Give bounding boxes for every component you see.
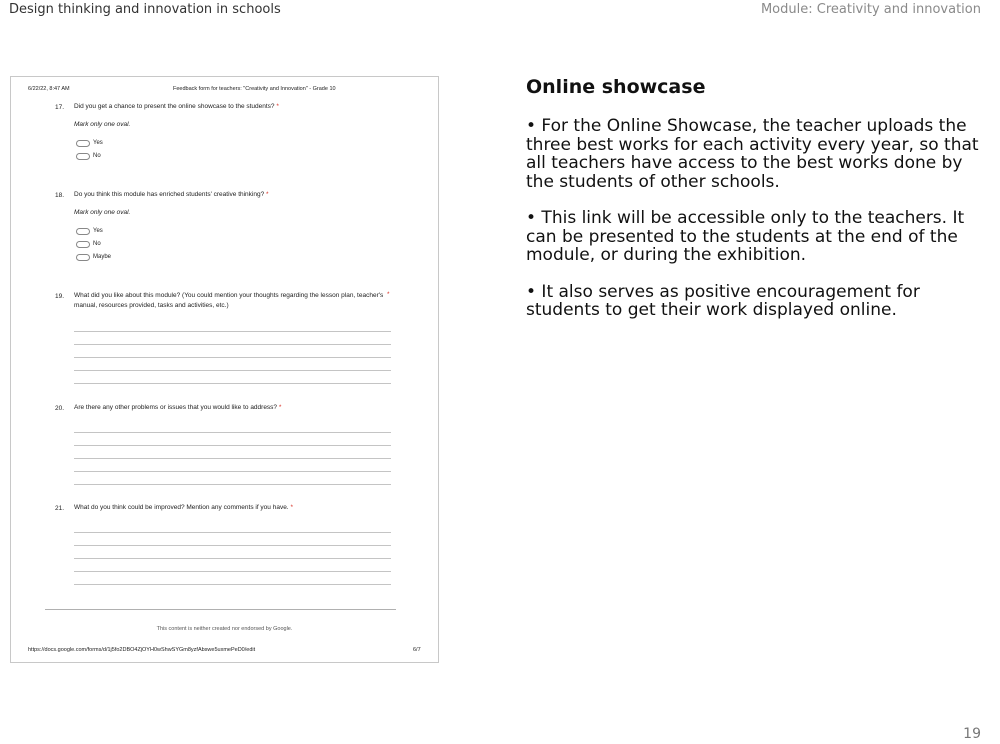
header-module-title: Module: Creativity and innovation	[760, 2, 981, 17]
form-title: Feedback form for teachers: "Creativity and Innovation" - Grade 10	[173, 86, 336, 92]
answer-line[interactable]	[74, 370, 391, 371]
form-divider	[45, 609, 396, 610]
question-18-text: Do you think this module has enriched students' creative thinking?	[74, 191, 265, 198]
page-number: 19	[963, 726, 981, 742]
option-yes[interactable]	[76, 227, 103, 235]
question-text	[74, 403, 392, 413]
question-number: 21.	[55, 505, 65, 512]
answer-line[interactable]	[74, 545, 391, 546]
required-mark: *	[290, 504, 293, 511]
answer-line[interactable]	[74, 357, 391, 358]
answer-line[interactable]	[74, 558, 391, 559]
question-17-text: Did you get a chance to present the online showcase to the students?	[74, 103, 275, 110]
required-mark: *	[387, 291, 390, 298]
slide-title: Online showcase	[526, 76, 706, 98]
question-text	[74, 102, 392, 112]
question-hint: Mark only one oval.	[74, 209, 131, 216]
answer-line[interactable]	[74, 532, 391, 533]
answer-line[interactable]	[74, 331, 391, 332]
radio-oval[interactable]	[76, 153, 90, 160]
form-url[interactable]: https://docs.google.com/forms/d/1j5fo2DBO4ZjOYH0wShwSYGm8yzfAbswe5uxmePeD0/edit	[28, 647, 256, 653]
question-21-text: What do you think could be improved? Mention any comments if you have.	[74, 504, 289, 511]
required-mark: *	[276, 103, 279, 110]
question-number: 17.	[55, 104, 65, 111]
question-20-text: Are there any other problems or issues that you would like to address?	[74, 404, 278, 411]
form-disclaimer: This content is neither created nor endorsed by Google.	[156, 626, 293, 632]
option-no[interactable]	[76, 152, 101, 160]
option-label: Yes	[93, 140, 103, 146]
form-page-count: 6/7	[413, 647, 421, 653]
answer-line[interactable]	[74, 571, 391, 572]
answer-line[interactable]	[74, 344, 391, 345]
feedback-form-page	[10, 76, 439, 663]
required-mark: *	[278, 404, 282, 411]
option-label: No	[93, 153, 101, 159]
answer-line[interactable]	[74, 484, 391, 485]
option-label: Maybe	[93, 254, 112, 260]
answer-line[interactable]	[74, 471, 391, 472]
required-mark: *	[266, 191, 269, 198]
form-print-date: 6/22/22, 8:47 AM	[28, 86, 70, 92]
answer-line[interactable]	[74, 432, 391, 433]
bullet-item: • This link will be accessible only to the teachers. It can be presented to the students at the end of the module, or during the exhibition.	[526, 208, 965, 265]
question-text: What did you like about this module? (You could mention your thoughts regarding the lesson plan, teacher's manual, resources provided, tasks and activities, etc.)	[74, 292, 384, 309]
answer-line[interactable]	[74, 584, 391, 585]
option-label: No	[93, 241, 101, 247]
bullet-list	[526, 117, 984, 338]
header-course-title: Design thinking and innovation in schools	[9, 2, 281, 17]
radio-oval[interactable]	[76, 228, 90, 235]
question-number: 20.	[55, 405, 65, 412]
question-hint: Mark only one oval.	[74, 121, 131, 128]
option-yes[interactable]	[76, 139, 103, 147]
bullet-item: • It also serves as positive encouragement for students to get their work displayed online.	[526, 281, 920, 320]
option-maybe[interactable]	[76, 253, 111, 261]
question-number: 19.	[55, 293, 65, 300]
radio-oval[interactable]	[76, 241, 90, 248]
radio-oval[interactable]	[76, 254, 90, 261]
answer-line[interactable]	[74, 445, 391, 446]
option-no[interactable]	[76, 240, 101, 248]
radio-oval[interactable]	[76, 140, 90, 147]
question-number: 18.	[55, 192, 65, 199]
question-text	[74, 190, 392, 200]
bullet-item: • For the Online Showcase, the teacher uploads the three best works for each activity every year, so that all teachers have access to the best works done by the students of other schools.	[526, 116, 979, 192]
option-label: Yes	[93, 228, 103, 234]
question-text	[74, 503, 392, 513]
answer-line[interactable]	[74, 458, 391, 459]
answer-line[interactable]	[74, 383, 391, 384]
